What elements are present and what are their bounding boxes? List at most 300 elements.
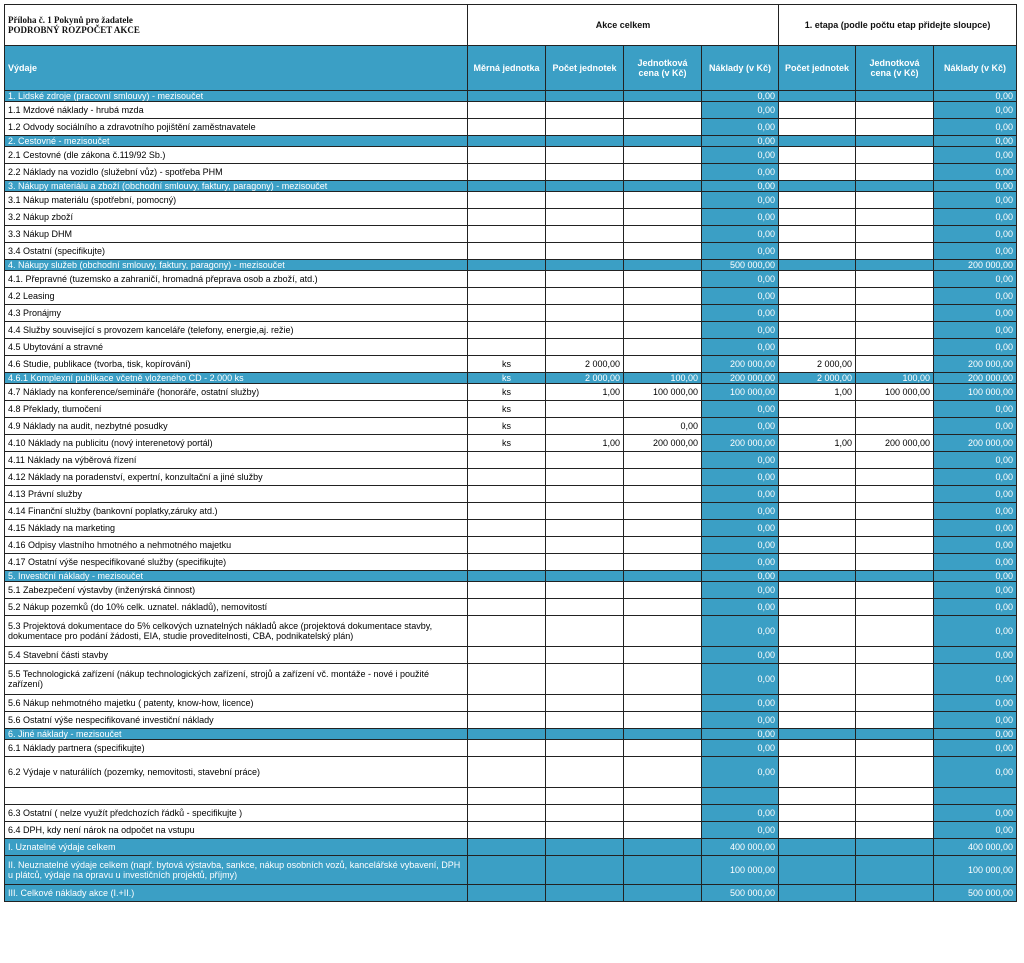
cell-price (624, 740, 702, 757)
cell-cost: 0,00 (702, 226, 779, 243)
cell-price (624, 788, 702, 805)
cell-cost (702, 788, 779, 805)
cell-price (624, 554, 702, 571)
cell-stage-count (779, 486, 856, 503)
cell-unit (468, 119, 546, 136)
cell-label: 4.11 Náklady na výběrová řízení (5, 452, 468, 469)
cell-stage-cost: 200 000,00 (934, 373, 1017, 384)
cell-unit (468, 192, 546, 209)
cell-label: I. Uznatelné výdaje celkem (5, 839, 468, 856)
cell-label: 4.1. Přepravné (tuzemsko a zahraničí, hromadná přeprava osob a zboží, atd.) (5, 271, 468, 288)
cell-count (546, 616, 624, 647)
cell-stage-price (856, 554, 934, 571)
cell-stage-count (779, 571, 856, 582)
table-row (5, 599, 1017, 616)
cell-stage-count (779, 599, 856, 616)
cell-label: 4.4 Služby související s provozem kanceláře (telefony, energie,aj. režie) (5, 322, 468, 339)
cell-stage-cost: 500 000,00 (934, 885, 1017, 902)
cell-price (624, 339, 702, 356)
cell-unit (468, 729, 546, 740)
cell-count (546, 822, 624, 839)
cell-stage-count (779, 260, 856, 271)
cell-stage-count (779, 520, 856, 537)
cell-stage-count (779, 757, 856, 788)
table-row (5, 503, 1017, 520)
cell-price (624, 181, 702, 192)
subtotal-row (5, 571, 1017, 582)
cell-count: 1,00 (546, 435, 624, 452)
cell-stage-count (779, 271, 856, 288)
cell-cost: 0,00 (702, 271, 779, 288)
cell-cost: 0,00 (702, 469, 779, 486)
subtotal-row (5, 181, 1017, 192)
cell-stage-count (779, 181, 856, 192)
cell-label: 4.17 Ostatní výše nespecifikované služby (specifikujte) (5, 554, 468, 571)
cell-price (624, 209, 702, 226)
cell-label: 2.2 Náklady na vozidlo (služební vůz) - spotřeba PHM (5, 164, 468, 181)
cell-stage-cost: 0,00 (934, 181, 1017, 192)
table-row (5, 339, 1017, 356)
cell-stage-count (779, 288, 856, 305)
cell-count (546, 571, 624, 582)
cell-stage-price (856, 356, 934, 373)
table-row (5, 616, 1017, 647)
cell-count (546, 452, 624, 469)
cell-stage-count (779, 209, 856, 226)
cell-count (546, 288, 624, 305)
cell-count (546, 503, 624, 520)
cell-cost: 0,00 (702, 571, 779, 582)
cell-count (546, 147, 624, 164)
cell-stage-cost (934, 788, 1017, 805)
column-header-count: Počet jednotek (546, 46, 624, 91)
cell-stage-price (856, 788, 934, 805)
cell-unit (468, 226, 546, 243)
cell-stage-price (856, 729, 934, 740)
cell-price (624, 582, 702, 599)
cell-cost: 0,00 (702, 805, 779, 822)
cell-stage-count (779, 102, 856, 119)
cell-unit (468, 856, 546, 885)
cell-label: 5.2 Nákup pozemků (do 10% celk. uznatel. nákladů), nemovitostí (5, 599, 468, 616)
cell-label: 3.4 Ostatní (specifikujte) (5, 243, 468, 260)
cell-stage-cost: 200 000,00 (934, 260, 1017, 271)
cell-stage-count (779, 136, 856, 147)
cell-label: 5.4 Stavební části stavby (5, 647, 468, 664)
cell-cost: 0,00 (702, 486, 779, 503)
cell-count (546, 740, 624, 757)
column-header-unit: Měrná jednotka (468, 46, 546, 91)
cell-label: 4.10 Náklady na publicitu (nový interenetový portál) (5, 435, 468, 452)
cell-unit: ks (468, 356, 546, 373)
cell-count (546, 181, 624, 192)
cell-unit: ks (468, 418, 546, 435)
cell-stage-cost: 0,00 (934, 599, 1017, 616)
cell-price (624, 305, 702, 322)
cell-price (624, 571, 702, 582)
cell-stage-cost: 0,00 (934, 822, 1017, 839)
cell-stage-cost: 0,00 (934, 647, 1017, 664)
cell-price (624, 537, 702, 554)
cell-price: 100 000,00 (624, 384, 702, 401)
column-header-stage-count: Počet jednotek (779, 46, 856, 91)
cell-stage-cost: 0,00 (934, 91, 1017, 102)
cell-label: 6.1 Náklady partnera (specifikujte) (5, 740, 468, 757)
cell-cost: 0,00 (702, 136, 779, 147)
cell-stage-count (779, 305, 856, 322)
cell-label: 2. Cestovné - mezisoučet (5, 136, 468, 147)
cell-count (546, 102, 624, 119)
cell-price (624, 271, 702, 288)
cell-count (546, 582, 624, 599)
cell-stage-count (779, 537, 856, 554)
table-row (5, 288, 1017, 305)
cell-stage-price (856, 209, 934, 226)
cell-unit (468, 599, 546, 616)
cell-unit (468, 571, 546, 582)
cell-label: 6.3 Ostatní ( nelze využít předchozích řádků - specifikujte ) (5, 805, 468, 822)
cell-stage-price (856, 288, 934, 305)
cell-unit (468, 647, 546, 664)
cell-label: 6. Jiné náklady - mezisoučet (5, 729, 468, 740)
cell-stage-count (779, 401, 856, 418)
cell-count (546, 243, 624, 260)
table-row (5, 192, 1017, 209)
cell-unit: ks (468, 373, 546, 384)
column-header-vydaje: Výdaje (5, 46, 468, 91)
cell-price (624, 822, 702, 839)
cell-stage-count (779, 729, 856, 740)
cell-cost: 0,00 (702, 554, 779, 571)
cell-count (546, 91, 624, 102)
cell-stage-count (779, 452, 856, 469)
table-row (5, 695, 1017, 712)
cell-cost: 0,00 (702, 503, 779, 520)
table-row (5, 822, 1017, 839)
cell-count (546, 712, 624, 729)
cell-label: 3.2 Nákup zboží (5, 209, 468, 226)
cell-cost: 0,00 (702, 181, 779, 192)
cell-unit (468, 136, 546, 147)
cell-count (546, 554, 624, 571)
cell-stage-price (856, 401, 934, 418)
cell-stage-price (856, 181, 934, 192)
cell-stage-price: 200 000,00 (856, 435, 934, 452)
cell-stage-count (779, 822, 856, 839)
cell-count (546, 305, 624, 322)
total-row (5, 885, 1017, 902)
table-row (5, 435, 1017, 452)
cell-unit (468, 452, 546, 469)
cell-stage-price (856, 582, 934, 599)
cell-cost: 200 000,00 (702, 373, 779, 384)
cell-stage-cost: 0,00 (934, 322, 1017, 339)
cell-price (624, 712, 702, 729)
cell-stage-cost: 100 000,00 (934, 384, 1017, 401)
cell-cost: 0,00 (702, 616, 779, 647)
cell-stage-price (856, 164, 934, 181)
cell-stage-cost: 0,00 (934, 469, 1017, 486)
cell-stage-cost: 0,00 (934, 401, 1017, 418)
cell-price (624, 839, 702, 856)
cell-label: 5.6 Ostatní výše nespecifikované investiční náklady (5, 712, 468, 729)
cell-stage-count (779, 339, 856, 356)
cell-cost: 0,00 (702, 305, 779, 322)
table-row (5, 740, 1017, 757)
table-row (5, 520, 1017, 537)
cell-unit (468, 91, 546, 102)
table-row (5, 271, 1017, 288)
cell-price (624, 520, 702, 537)
cell-price (624, 469, 702, 486)
cell-price (624, 102, 702, 119)
cell-count (546, 486, 624, 503)
cell-stage-cost: 0,00 (934, 209, 1017, 226)
cell-price: 100,00 (624, 373, 702, 384)
cell-cost: 0,00 (702, 192, 779, 209)
cell-unit (468, 102, 546, 119)
cell-label: 1. Lidské zdroje (pracovní smlouvy) - mezisoučet (5, 91, 468, 102)
table-row (5, 226, 1017, 243)
cell-price (624, 136, 702, 147)
cell-cost: 0,00 (702, 322, 779, 339)
cell-stage-count (779, 647, 856, 664)
cell-unit (468, 537, 546, 554)
cell-label: 2.1 Cestovné (dle zákona č.119/92 Sb.) (5, 147, 468, 164)
cell-count (546, 729, 624, 740)
cell-cost: 0,00 (702, 288, 779, 305)
cell-count (546, 209, 624, 226)
cell-stage-cost: 0,00 (934, 192, 1017, 209)
cell-unit: ks (468, 401, 546, 418)
cell-stage-price: 100,00 (856, 373, 934, 384)
cell-count (546, 119, 624, 136)
cell-stage-price (856, 695, 934, 712)
cell-stage-cost: 0,00 (934, 243, 1017, 260)
cell-cost: 400 000,00 (702, 839, 779, 856)
cell-stage-count (779, 740, 856, 757)
document-title-cell (5, 5, 468, 46)
table-row (5, 164, 1017, 181)
group-header-total: Akce celkem (468, 5, 779, 46)
cell-stage-count (779, 616, 856, 647)
cell-stage-price (856, 740, 934, 757)
cell-label: 5.6 Nákup nehmotného majetku ( patenty, know-how, licence) (5, 695, 468, 712)
cell-price (624, 226, 702, 243)
cell-cost: 0,00 (702, 647, 779, 664)
cell-stage-cost: 0,00 (934, 147, 1017, 164)
cell-stage-price (856, 664, 934, 695)
cell-cost: 0,00 (702, 757, 779, 788)
cell-stage-price (856, 469, 934, 486)
cell-count (546, 226, 624, 243)
cell-count (546, 339, 624, 356)
cell-price (624, 757, 702, 788)
cell-stage-cost: 0,00 (934, 805, 1017, 822)
cell-stage-price (856, 537, 934, 554)
cell-unit (468, 757, 546, 788)
cell-price (624, 288, 702, 305)
cell-stage-count (779, 226, 856, 243)
table-row (5, 452, 1017, 469)
table-row (5, 119, 1017, 136)
table-row (5, 384, 1017, 401)
cell-stage-cost: 0,00 (934, 571, 1017, 582)
cell-stage-price (856, 885, 934, 902)
cell-stage-cost: 0,00 (934, 136, 1017, 147)
table-row (5, 788, 1017, 805)
cell-count (546, 647, 624, 664)
table-row (5, 582, 1017, 599)
cell-count (546, 856, 624, 885)
cell-unit (468, 788, 546, 805)
subtotal-row (5, 729, 1017, 740)
cell-cost: 0,00 (702, 209, 779, 226)
cell-price (624, 260, 702, 271)
table-row (5, 322, 1017, 339)
cell-price (624, 647, 702, 664)
cell-unit: ks (468, 435, 546, 452)
cell-unit (468, 339, 546, 356)
cell-stage-count (779, 119, 856, 136)
cell-unit (468, 181, 546, 192)
table-row (5, 243, 1017, 260)
cell-stage-price (856, 136, 934, 147)
cell-count (546, 260, 624, 271)
cell-stage-price (856, 305, 934, 322)
cell-unit (468, 271, 546, 288)
attachment-label: Příloha č. 1 Pokynů pro žadatele (8, 15, 133, 25)
cell-label: 4.6.1 Komplexní publikace včetně vloženého CD - 2.000 ks (5, 373, 468, 384)
cell-cost: 0,00 (702, 729, 779, 740)
cell-price (624, 486, 702, 503)
cell-count: 2 000,00 (546, 373, 624, 384)
cell-label: 4.16 Odpisy vlastního hmotného a nehmotného majetku (5, 537, 468, 554)
cell-cost: 0,00 (702, 520, 779, 537)
cell-stage-cost: 0,00 (934, 119, 1017, 136)
cell-count (546, 839, 624, 856)
cell-unit (468, 209, 546, 226)
cell-count (546, 599, 624, 616)
table-row (5, 757, 1017, 788)
cell-cost: 0,00 (702, 582, 779, 599)
cell-price (624, 164, 702, 181)
cell-stage-price (856, 856, 934, 885)
cell-cost: 0,00 (702, 243, 779, 260)
cell-stage-price (856, 805, 934, 822)
cell-label: 4.13 Právní služby (5, 486, 468, 503)
cell-label: II. Neuznatelné výdaje celkem (např. bytová výstavba, sankce, nákup osobních vozů, kancelářské vybavení, DPH u plátců, výdaje na opravu u investičních projektů, příjmy) (5, 856, 468, 885)
cell-label: 5. Investiční náklady - mezisoučet (5, 571, 468, 582)
cell-stage-price (856, 102, 934, 119)
cell-stage-cost: 0,00 (934, 226, 1017, 243)
cell-price (624, 503, 702, 520)
cell-stage-price (856, 452, 934, 469)
cell-price (624, 885, 702, 902)
table-row (5, 102, 1017, 119)
cell-cost: 0,00 (702, 822, 779, 839)
cell-stage-count: 1,00 (779, 435, 856, 452)
cell-unit (468, 469, 546, 486)
cell-label: 3. Nákupy materiálu a zboží (obchodní smlouvy, faktury, paragony) - mezisoučet (5, 181, 468, 192)
cell-stage-count (779, 322, 856, 339)
cell-stage-cost: 0,00 (934, 418, 1017, 435)
cell-price (624, 729, 702, 740)
cell-count (546, 322, 624, 339)
cell-stage-price (856, 757, 934, 788)
cell-unit (468, 664, 546, 695)
cell-stage-cost: 0,00 (934, 339, 1017, 356)
column-header-price: Jednotková cena (v Kč) (624, 46, 702, 91)
cell-cost: 0,00 (702, 102, 779, 119)
cell-stage-count (779, 839, 856, 856)
table-row (5, 401, 1017, 418)
group-header-stage: 1. etapa (podle počtu etap přidejte sloupce) (779, 5, 1017, 46)
cell-unit (468, 616, 546, 647)
cell-stage-price (856, 839, 934, 856)
table-row (5, 664, 1017, 695)
cell-stage-cost: 0,00 (934, 537, 1017, 554)
cell-stage-cost: 100 000,00 (934, 856, 1017, 885)
cell-label: 4.5 Ubytování a stravné (5, 339, 468, 356)
cell-stage-count (779, 164, 856, 181)
cell-price (624, 856, 702, 885)
cell-count (546, 757, 624, 788)
budget-table (4, 4, 1017, 902)
cell-cost: 0,00 (702, 164, 779, 181)
cell-count (546, 885, 624, 902)
column-header-stage-cost: Náklady (v Kč) (934, 46, 1017, 91)
cell-price (624, 356, 702, 373)
cell-price (624, 616, 702, 647)
cell-unit (468, 305, 546, 322)
cell-price (624, 243, 702, 260)
cell-stage-price (856, 243, 934, 260)
cell-price (624, 401, 702, 418)
cell-count (546, 537, 624, 554)
table-row (5, 305, 1017, 322)
cell-unit (468, 740, 546, 757)
cell-stage-cost: 0,00 (934, 288, 1017, 305)
cell-stage-cost: 0,00 (934, 486, 1017, 503)
cell-stage-price (856, 271, 934, 288)
cell-label: 4.6 Studie, publikace (tvorba, tisk, kopírování) (5, 356, 468, 373)
cell-unit (468, 554, 546, 571)
cell-cost: 100 000,00 (702, 856, 779, 885)
cell-label: 3.1 Nákup materiálu (spotřební, pomocný) (5, 192, 468, 209)
cell-cost: 500 000,00 (702, 260, 779, 271)
cell-count (546, 520, 624, 537)
cell-stage-price (856, 226, 934, 243)
cell-stage-count (779, 856, 856, 885)
cell-price (624, 91, 702, 102)
cell-unit (468, 695, 546, 712)
cell-unit (468, 260, 546, 271)
cell-count: 1,00 (546, 384, 624, 401)
table-row (5, 147, 1017, 164)
table-row (5, 373, 1017, 384)
cell-price (624, 599, 702, 616)
cell-stage-count (779, 503, 856, 520)
table-row (5, 209, 1017, 226)
subtotal-row (5, 91, 1017, 102)
cell-stage-price (856, 647, 934, 664)
cell-stage-cost: 0,00 (934, 452, 1017, 469)
cell-cost: 0,00 (702, 401, 779, 418)
cell-stage-cost: 0,00 (934, 271, 1017, 288)
cell-label: 6.4 DPH, kdy není nárok na odpočet na vstupu (5, 822, 468, 839)
table-row (5, 712, 1017, 729)
